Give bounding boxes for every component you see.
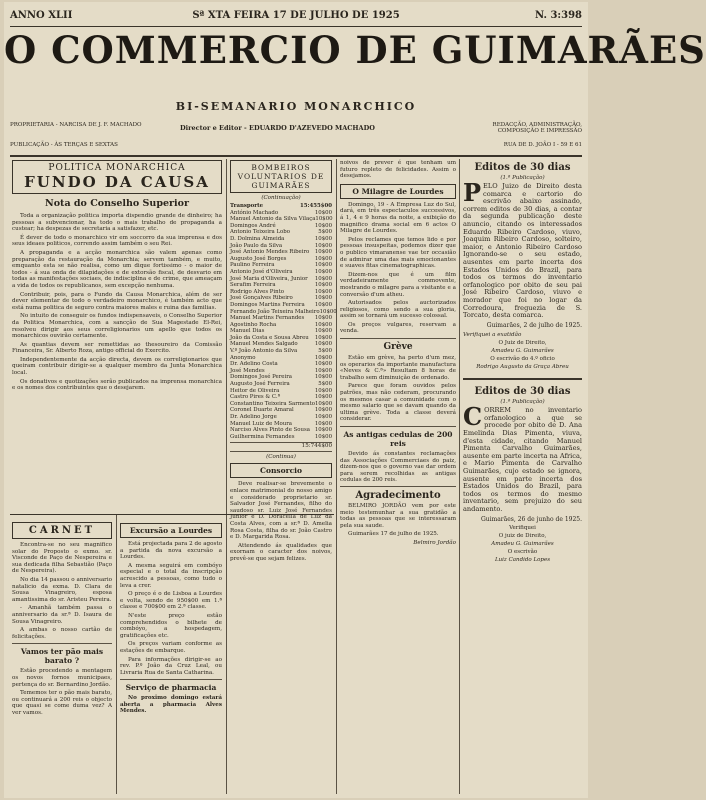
donor-amount: 10$00 bbox=[314, 209, 332, 216]
donor-name: Fernando João Teixeira Malheiro bbox=[230, 308, 320, 315]
address-label: RUA DE D. JOÃO I - 59 E 61 bbox=[503, 142, 582, 148]
admin-label: REDACÇÃO, ADMINISTRAÇÃO, COMPOSIÇÃO E IMPRESSÃO bbox=[492, 122, 582, 134]
donor-row bbox=[230, 210, 332, 217]
paragraph: Encontra-se no seu magnifico solar do Proposto o exmo. sr. Visconde de Paço de Nespereira e sua dedicada filha Sebastião (Paço de Nespereira). bbox=[12, 542, 112, 575]
paragraph: No intuito de conseguir os fundos indispensaveis, o Conselho Superior da Politica Monarchica, com a sancção de Sua Magestade El-Rei, resolveu dirigir aos seus correligionarios um apello que todos os monarchicos ouvirão certamente. bbox=[12, 313, 222, 340]
edital1-clerk-name: Rodrigo Augusto da Graça Abreu bbox=[476, 364, 569, 371]
donor-row bbox=[230, 434, 332, 441]
donor-amount: 10$00 bbox=[315, 216, 333, 223]
donor-amount: 10$00 bbox=[314, 282, 332, 289]
donor-name: Manuel Martins Fernandes bbox=[230, 315, 305, 322]
bombeiros-continuation: (Continuação) bbox=[261, 195, 301, 201]
donor-amount: 10$00 bbox=[314, 268, 332, 275]
transporte-row: Transporte 15:455$00 bbox=[230, 203, 332, 209]
donor-name: Manuel Antonio da Silva Vilaça bbox=[230, 216, 316, 223]
edital2-body: CORREM no inventario orfanologico a que se procede por obito de D. Ana Emelinda Dias Pimenta, viuva, d'esta cidade, citando Manuel Pimenta Carvalho Guimarães, ausente em parte incerta na Africa, e Mario Pimenta de Carvalho Guimarães, cujo estado se ignora, ausente em parte incerta dos Estados Unidos do Brazil, para todos os termos do mesmo inventario, sem prejuizo do seu andamento. bbox=[463, 402, 582, 513]
donor-name: José Antonio Mendes Ribeiro bbox=[230, 249, 310, 256]
donor-row bbox=[230, 262, 332, 269]
donor-amount: 10$00 bbox=[314, 235, 332, 242]
donor-amount: 10$00 bbox=[314, 334, 332, 341]
donor-name: Augusto José Borges bbox=[230, 255, 287, 262]
farmacia-title: Serviço de pharmacia bbox=[120, 679, 222, 692]
donor-row bbox=[230, 394, 332, 401]
carnet-title: CARNET bbox=[12, 522, 112, 539]
paragraph: N'este preço estão comprehendidos o bilhete de combóyo, a hospedagem, gratificações etc. bbox=[120, 612, 222, 639]
donor-name: Manuel Luiz de Moura bbox=[230, 420, 293, 427]
donor-name: José Mendes bbox=[230, 367, 265, 374]
edital1-title: Editos de 30 dias bbox=[474, 162, 571, 173]
donor-name: Rodrigo Alves Pinto bbox=[230, 288, 285, 295]
edital2-judge: O juiz de Direito, bbox=[498, 532, 547, 539]
paragraph: Independentemente da acção directa, devem os correligionarios que queiram contribuir dirigir-se a qualquer membro da Junta Monarchica local. bbox=[12, 356, 222, 377]
donor-name: Antonio José d'Oliveira bbox=[230, 268, 293, 275]
paragraph: Attendendo ás qualidades que exornam o caracter dos noivos, prevê-se que sejam felizes. bbox=[230, 542, 332, 562]
cedulas-title: As antigas cedulas de 200 reis bbox=[340, 426, 456, 448]
article-section-title: Nota do Conselho Superior bbox=[45, 198, 189, 209]
paragraph: É dever de todo o monarchico vir em soccorro da sua imprensa e dos seus ideaes politicos, correndo assim também o seu Rei. bbox=[12, 234, 222, 248]
donor-amount: 10$00 bbox=[314, 249, 332, 256]
paragraph: Parece que foram ouvidos pelos patrões, mas não cederam, procurando os mesmos casar a comunidade com o mesmo salario que se davam quando da ultima grève. Toda a classe deverá considerar. bbox=[340, 383, 456, 423]
donor-row bbox=[230, 256, 332, 263]
paragraph: Estão procedendo a mentagem os novos fornos municipaes, pertença do sr. Bernardino Jordão. bbox=[12, 668, 112, 688]
donor-row bbox=[230, 315, 332, 322]
donor-row bbox=[230, 421, 332, 428]
donor-row bbox=[230, 361, 332, 368]
agradecimento-title: Agradecimento bbox=[340, 486, 456, 501]
edital1-publication: (1.ª Publicação) bbox=[500, 175, 545, 181]
consorcio-title: Consorcio bbox=[230, 463, 332, 478]
issue-number: N. 3:398 bbox=[535, 10, 582, 21]
donor-amount: 10$00 bbox=[314, 354, 332, 361]
barato-title: Vamos ter pão mais barato ? bbox=[12, 643, 112, 665]
donor-row bbox=[230, 229, 332, 236]
farmacia-body bbox=[120, 695, 222, 715]
article-kicker: POLITICA MONARCHICA bbox=[48, 163, 186, 173]
donor-amount: 5$00 bbox=[318, 348, 332, 355]
donor-amount: 10$00 bbox=[314, 433, 332, 440]
donor-name: Guilhermina Fernandes bbox=[230, 433, 295, 440]
donor-amount: 10$00 bbox=[314, 295, 332, 302]
donor-amount: 10$00 bbox=[314, 255, 332, 262]
paragraph: As quantias devem ser remettidas ao thesoureiro da Comissão Financeira, Sr. Alberto Roza, antigo official do Exercito. bbox=[12, 341, 222, 355]
column-lourdes bbox=[340, 160, 456, 794]
edital1-verified: Verifiquei a exatidão bbox=[463, 331, 522, 338]
edital1-dropcap: P bbox=[463, 178, 482, 207]
column-carnet bbox=[12, 520, 112, 794]
article-body bbox=[12, 213, 222, 392]
donor-name: Heitor de Oliveira bbox=[230, 387, 280, 394]
donor-name: Constantino Teixeira Sarmento bbox=[230, 400, 315, 407]
donor-amount: 10$00 bbox=[314, 328, 332, 335]
year-label: ANNO XLII bbox=[10, 10, 73, 21]
paragraph: Devido ás constantes reclamações das Associações Commerciaes do paiz, dizem-nos que o governo vae dar ordem para serem recolhidas as antigas cedulas de 200 reis. bbox=[340, 451, 456, 484]
divider bbox=[10, 155, 582, 157]
donor-row bbox=[230, 249, 332, 256]
donor-row bbox=[230, 216, 332, 223]
donor-name: Castro Pires & C.ª bbox=[230, 394, 281, 401]
donor-total: 15:744$00 bbox=[230, 442, 332, 449]
cedulas-body bbox=[340, 451, 456, 484]
masthead-subtitle: BI-SEMANARIO MONARCHICO bbox=[175, 100, 417, 113]
donor-amount: 10$00 bbox=[314, 420, 332, 427]
paragraph: Deve realisar-se brevemente o enlace matrimonial do nosso amigo e considerado proprietario sr. Salvador José Fernandes, filho do saudoso sr. Luiz José Fernandes Junior e D. Doracella de Luz da Costa Alves, com a sr.ª D. Amelia Rosa Costa, filha do sr. João Castro e D. Margarida Rosa. bbox=[230, 481, 332, 541]
donor-name: Coronel Duarte Amaral bbox=[230, 407, 294, 414]
masthead-title: O COMMERCIO DE GUIMARÃES bbox=[4, 28, 706, 72]
donor-amount: 5$00 bbox=[318, 229, 332, 236]
top-info-line bbox=[10, 10, 582, 24]
donor-row bbox=[230, 407, 332, 414]
donor-name: Anonymo bbox=[230, 354, 256, 361]
donor-amount: 10$00 bbox=[314, 301, 332, 308]
donor-row bbox=[230, 322, 332, 329]
column-divider bbox=[226, 159, 227, 794]
edital1-body: PELO Juizo de Direito desta comarca e cartorio do escrivão abaixo assinado, correm editos de 30 dias, a contar da segunda publicação deste anuncio, citando os interessados Eduardo Ribeiro Cardoso, viuvo, Joaquim Ribeiro Cardoso, solteiro, maior, e Antonio Ribeiro Cardoso Ignorando-se o seu estado, ausentes em parte incerta dos Estados Unidos do Brazil, para todos os termos do inventario orfanologico por obito de seu pai José Ribeiro Cardoso, viuvo e morador que foi no logar da Corredoura, freguezia de S. Torcato, desta comarca. bbox=[463, 178, 582, 320]
edital2-date: Guimarães, 26 de junho de 1925. bbox=[480, 515, 582, 523]
edital2-dropcap: C bbox=[463, 402, 483, 432]
greve-body bbox=[340, 355, 456, 423]
donor-row bbox=[230, 308, 337, 316]
paragraph: Tememos ter o pão mais barato, ou continuará a 200 reis o objecto que quasi se come duma vez? A ver vamos. bbox=[12, 690, 112, 716]
donor-amount: 10$00 bbox=[314, 222, 332, 229]
donor-name: D. Dolmina Almeida bbox=[230, 235, 285, 242]
paragraph: Contribuir, pois, para o Fundo da Causa Monarchica, além de ser dever elementar de todo o verdadeiro monarchico, é também acto que está numa politica de seguro contra maiores males e ruina das familias. bbox=[12, 291, 222, 311]
publication-label: PUBLICAÇÃO - ÀS TERÇAS E SEXTAS bbox=[10, 142, 118, 148]
bombeiros-continues: (Continua) bbox=[230, 451, 332, 460]
donor-amount: 10$00 bbox=[314, 288, 332, 295]
donor-amount: 10$00 bbox=[314, 315, 332, 322]
edital2-judge-name: Amadeu G. Guimarães bbox=[491, 540, 554, 547]
paragraph: Domingo, 19 - A Empresa Luz do Sul, dará, em três espectaculos successivos, á 1, 4 e 9 horas da noite, a exibição do magnifico drama social em 6 actos O Milagre de Lourdes. bbox=[340, 201, 456, 235]
donor-name: Paulino Ferreira bbox=[230, 262, 275, 269]
donor-row bbox=[230, 381, 332, 388]
milagre-body bbox=[340, 202, 456, 335]
donor-name: José Maria d'Oliveira, Junior bbox=[230, 275, 308, 282]
edital2-title: Editos de 30 dias bbox=[463, 378, 582, 397]
donor-row bbox=[230, 348, 332, 355]
paragraph: Guimarães 17 de julho de 1925. bbox=[348, 531, 439, 538]
agradecimento-signature: Belmiro Jordão bbox=[413, 539, 456, 546]
donor-amount: 10$00 bbox=[314, 367, 332, 374]
paragraph: Pelos reclames que temos lido e por pessoas insuspeitas, podemos dizer que o publico vimaranense vae ter occasião de admirar uma das mais emocionantes e suaves fitas cinematographicas. bbox=[340, 236, 456, 270]
donor-row bbox=[230, 295, 332, 302]
donor-name: Manuel Mendes Salgado bbox=[230, 341, 298, 348]
barato-body bbox=[12, 668, 112, 716]
donor-row bbox=[230, 328, 332, 335]
donor-row bbox=[230, 282, 332, 289]
edital2-clerk: O escrivão bbox=[507, 548, 538, 555]
donor-row bbox=[230, 414, 332, 421]
paragraph: Para informações dirigir-se ao rev. P.º João da Cruz Leal, ou Livraria Rua de Santa Catharina. bbox=[120, 656, 222, 676]
donor-row bbox=[230, 276, 332, 283]
edital2-clerk-name: Luiz Candido Lopes bbox=[494, 556, 551, 563]
excursao-title: Excursão a Lourdes bbox=[120, 523, 222, 538]
donor-amount: 10$00 bbox=[314, 394, 332, 401]
donor-name: António Machado bbox=[230, 209, 279, 216]
column-bombeiros bbox=[230, 160, 337, 794]
donor-name: Domingos Martins Ferreira bbox=[230, 301, 305, 308]
owner-label: PROPRIETARIA - NARCISA DE J. F. MACHADO bbox=[10, 122, 142, 128]
donor-name: Domingos André bbox=[230, 222, 276, 229]
agradecimento-body bbox=[340, 503, 456, 538]
paragraph: Dizem-nos que é um film verdadeiramente commovente, mostrando o milagre para a visitante e a conversão d'um atheu. bbox=[340, 271, 456, 298]
paragraph: A propaganda e a acção monarchica são valem apenas como preparação da restauração da Monarchia; servem também, e muito, emquanto esta se não realisa, como um dique fortissimo - o maior de todos - á sua onda de dilapidações e de extorsão fiscal, de desvario em todas as manifestações sociaes, de indisciplina e de crime, que ameaçam a vida de todos os republicanos, sem excepção nenhuma. bbox=[12, 249, 222, 289]
donor-amount: 10$00 bbox=[314, 242, 332, 249]
donor-row bbox=[230, 269, 332, 276]
newspaper-page bbox=[4, 2, 706, 798]
edital1-date: Guimarães, 2 de julho de 1925. bbox=[486, 321, 582, 329]
column-editais bbox=[463, 160, 582, 794]
donor-name: João da Costa e Sousa Abreu bbox=[230, 334, 309, 341]
donor-row bbox=[230, 335, 332, 342]
column-divider bbox=[116, 515, 117, 794]
donor-amount: 10$00 bbox=[314, 374, 332, 381]
paragraph: Os donativos e quotizações serão publicados na imprensa monarchica e os nomes dos contribuintes que o desejarem. bbox=[12, 378, 222, 392]
donor-amount: 10$00 bbox=[314, 341, 332, 348]
donor-amount: 10$00 bbox=[314, 414, 332, 420]
greve-title: Grève bbox=[340, 338, 456, 352]
paragraph: A ambas o nosso cartão de felicitações. bbox=[12, 627, 112, 640]
article-headline: FUNDO DA CAUSA bbox=[24, 173, 210, 191]
edital1-judge-name: Amadeu G. Guimarães bbox=[491, 348, 554, 355]
bombeiros-title: BOMBEIROS VOLUNTARIOS DE GUIMARÃES bbox=[230, 160, 332, 193]
donor-row bbox=[230, 302, 332, 309]
donor-row bbox=[230, 401, 332, 408]
donor-name: João Paulo da Silva bbox=[230, 242, 283, 249]
director-label: Director e Editor - EDUARDO D'AZEVEDO MACHADO bbox=[180, 124, 375, 132]
column-divider bbox=[336, 159, 337, 794]
donor-amount: 10$00 bbox=[315, 400, 333, 407]
donor-amount: 10$00 bbox=[314, 321, 332, 328]
donor-name: Domingos José Pereira bbox=[230, 374, 292, 381]
paragraph: Está projectada para 2 de agosto a partida da nova excursão a Lourdes. bbox=[120, 541, 222, 561]
donor-name: Agostinho Rocha bbox=[230, 321, 277, 328]
donor-name: Narciso Alves Pinto de Sousa bbox=[230, 427, 311, 434]
milagre-title: O Milagre de Lourdes bbox=[340, 184, 456, 199]
paragraph: O preço é o de Lisboa a Lourdes e volta, sendo de 950$00 em 1.ª classe e 700$00 em 2.ª classe. bbox=[120, 591, 222, 611]
edital1-judge: O Juiz de Direito, bbox=[498, 340, 547, 347]
donor-name: José Gonçalves Ribeiro bbox=[230, 295, 293, 302]
edital2-publication: (1.ª Publicação) bbox=[500, 399, 545, 406]
paragraph: Os preços vulgares, reservam a venda. bbox=[340, 321, 456, 335]
paragraph: - Amanhã também passa o anniversario da sr.ª D. Isaura de Sousa Vinagreiro. bbox=[12, 605, 112, 625]
paragraph: No dia 14 passou o anniversario natalicio da exma. D. Clara de Sousa Vinagreiro, esposa amantissima do sr. Aristeu Pereira. bbox=[12, 576, 112, 603]
paragraph: Estão em grève, ha perto d'um mez, os operarios da importante manufactura «Neves & C.ª» Resultam 8 horas de trabalho sem diminuição de ordenado. bbox=[340, 355, 456, 381]
donor-amount: 10$00 bbox=[314, 387, 332, 394]
donor-name: Dr. Adelino Jorge bbox=[230, 414, 277, 420]
donor-amount: 10$00 bbox=[314, 262, 332, 269]
date-label: Sª XTA FEIRA 17 DE JULHO DE 1925 bbox=[192, 10, 400, 21]
donor-name: Dr. Adelino Costa bbox=[230, 361, 278, 368]
donor-name: V.º João Antonio da Silva bbox=[230, 348, 298, 355]
excursao-body bbox=[120, 541, 222, 676]
paragraph: Os preços variam conforme as estações de embarque. bbox=[120, 641, 222, 654]
donor-amount: 5$00 bbox=[318, 381, 332, 388]
donor-name: Serafim Ferreira bbox=[230, 282, 276, 289]
donor-row bbox=[230, 355, 332, 362]
headline-box bbox=[12, 160, 222, 194]
paragraph: No proximo domingo estará aberta a pharmacia Alves Mendes. bbox=[120, 695, 222, 715]
paragraph: A mesma seguirá em combóyo especial e o total da inscripção acrescido a pessoas, como tudo o leva a crer. bbox=[120, 562, 222, 589]
donor-amount: 10$00 bbox=[319, 308, 337, 315]
consorcio-body bbox=[230, 481, 332, 562]
donor-row bbox=[230, 427, 332, 434]
donor-amount: 10$00 bbox=[314, 407, 332, 414]
continued-text: noivos de prever é que tenham um futuro repleto de felicidades. Assim o desejamos. bbox=[340, 160, 456, 180]
column-divider bbox=[459, 159, 460, 794]
donor-list bbox=[230, 209, 337, 441]
article-fundo-da-causa bbox=[12, 160, 222, 510]
donor-name: Manuel Dias bbox=[230, 328, 265, 335]
donor-amount: 10$00 bbox=[314, 275, 332, 282]
donor-row bbox=[230, 223, 332, 230]
column-excursao bbox=[120, 520, 222, 794]
edital1-clerk: O escrivão do 4.º oficio bbox=[490, 356, 555, 363]
donor-name: Augusto José Ferreira bbox=[230, 381, 290, 388]
paragraph: Toda a organização politica importa dispendio grande de dinheiro; ha pessoas a subvencionar, ha todo o mais trabalho de propaganda a custear; ha despezas de secretaria a satisfazer, etc. bbox=[12, 213, 222, 233]
edital2-verified: Verifiquei bbox=[509, 524, 536, 531]
divider bbox=[10, 26, 582, 27]
paragraph: BELMIRO JORDÃO vem por este meio testemunhar a sua gratidão a todas as pessoas que se interessaram pela sua saude. bbox=[340, 502, 456, 529]
donor-amount: 10$00 bbox=[314, 427, 332, 434]
carnet-body bbox=[12, 542, 112, 640]
donor-row bbox=[230, 236, 332, 243]
paragraph: Autorisados pelos auctorizados religiosos, como sendo a sua gloria, assim se tornará um sucesso colossal. bbox=[340, 300, 456, 320]
donor-amount: 10$00 bbox=[314, 361, 332, 368]
donor-name: Antonio Teixeira Lobo bbox=[230, 229, 291, 236]
